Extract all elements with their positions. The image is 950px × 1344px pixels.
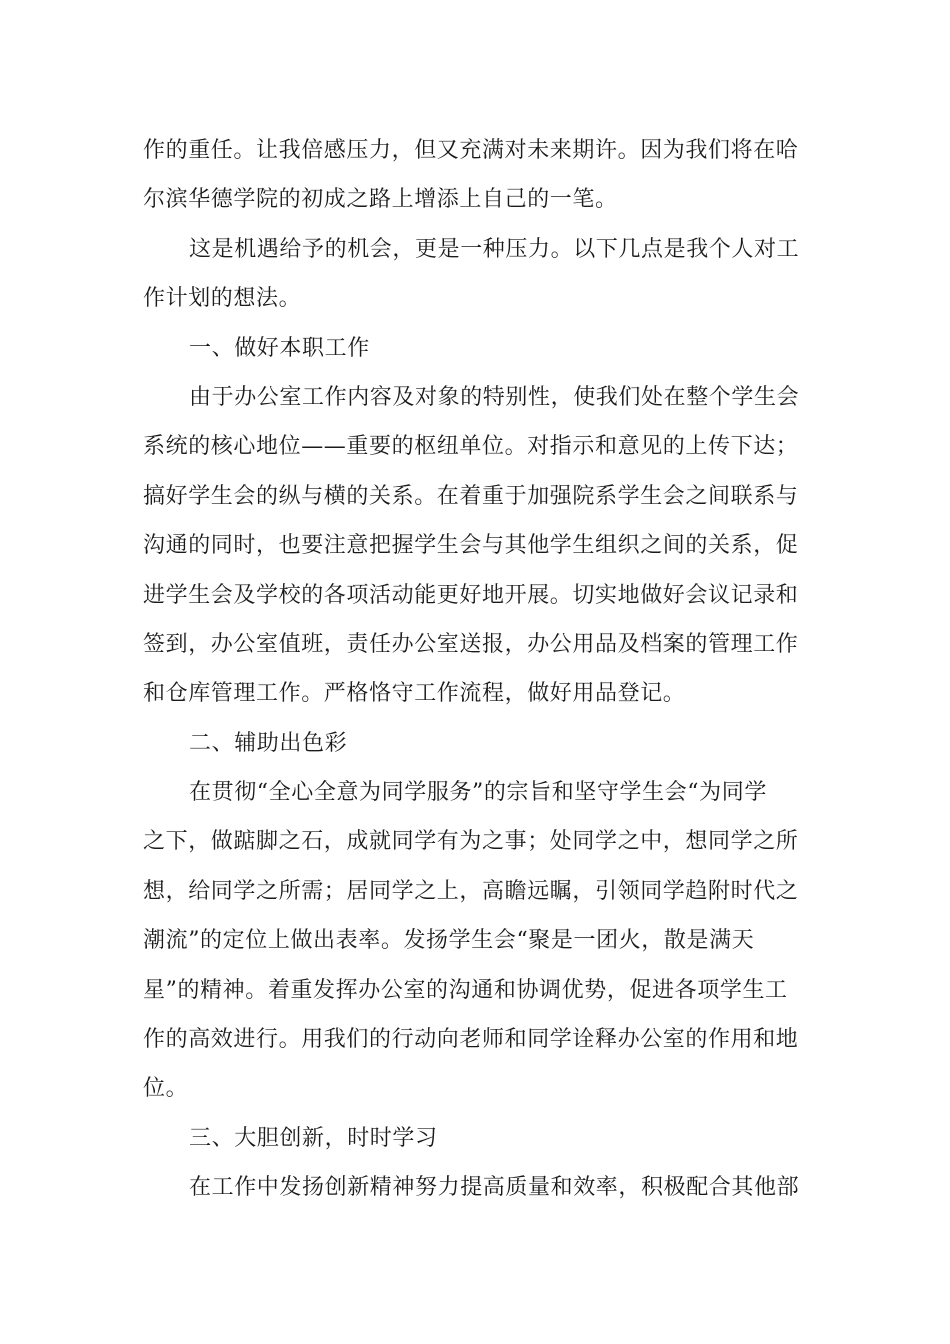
text-line: 系统的核心地位——重要的枢纽单位。对指示和意见的上传下达； [143, 434, 799, 460]
text-line: 星”的精神。着重发挥办公室的沟通和协调优势，促进各项学生工 [143, 977, 788, 1003]
text-line: 在工作中发扬创新精神努力提高质量和效率，积极配合其他部 [189, 1175, 800, 1201]
text-line: 二、辅助出色彩 [189, 730, 348, 756]
text-line: 签到，办公室值班，责任办公室送报，办公用品及档案的管理工作 [143, 631, 799, 657]
text-line: 在贯彻“全心全意为同学服务”的宗旨和坚守学生会“为同学 [189, 780, 767, 806]
text-line: 潮流”的定位上做出表率。发扬学生会“聚是一团火，散是满天 [143, 928, 755, 954]
text-line: 位。 [143, 1076, 189, 1102]
text-line: 沟通的同时，也要注意把握学生会与其他学生组织之间的关系，促 [143, 533, 799, 559]
text-line: 由于办公室工作内容及对象的特别性，使我们处在整个学生会 [189, 384, 800, 410]
text-line: 搞好学生会的纵与横的关系。在着重于加强院系学生会之间联系与 [143, 483, 799, 509]
document-body [143, 126, 808, 1213]
text-line: 和仓库管理工作。严格恪守工作流程，做好用品登记。 [143, 681, 686, 707]
text-line: 作的高效进行。用我们的行动向老师和同学诠释办公室的作用和地 [143, 1027, 799, 1053]
text-line: 想，给同学之所需；居同学之上，高瞻远瞩，引领同学趋附时代之 [143, 878, 799, 904]
text-line: 进学生会及学校的各项活动能更好地开展。切实地做好会议记录和 [143, 582, 799, 608]
text-line: 一、做好本职工作 [189, 335, 370, 361]
text-line: 作计划的想法。 [143, 286, 302, 312]
text-line: 尔滨华德学院的初成之路上增添上自己的一笔。 [143, 187, 618, 213]
text-line: 这是机遇给予的机会，更是一种压力。以下几点是我个人对工 [189, 236, 800, 262]
text-line: 作的重任。让我倍感压力，但又充满对未来期许。因为我们将在哈 [143, 138, 799, 163]
text-line: 三、大胆创新，时时学习 [189, 1125, 438, 1151]
text-line: 之下，做踮脚之石，成就同学有为之事；处同学之中，想同学之所 [143, 829, 799, 855]
